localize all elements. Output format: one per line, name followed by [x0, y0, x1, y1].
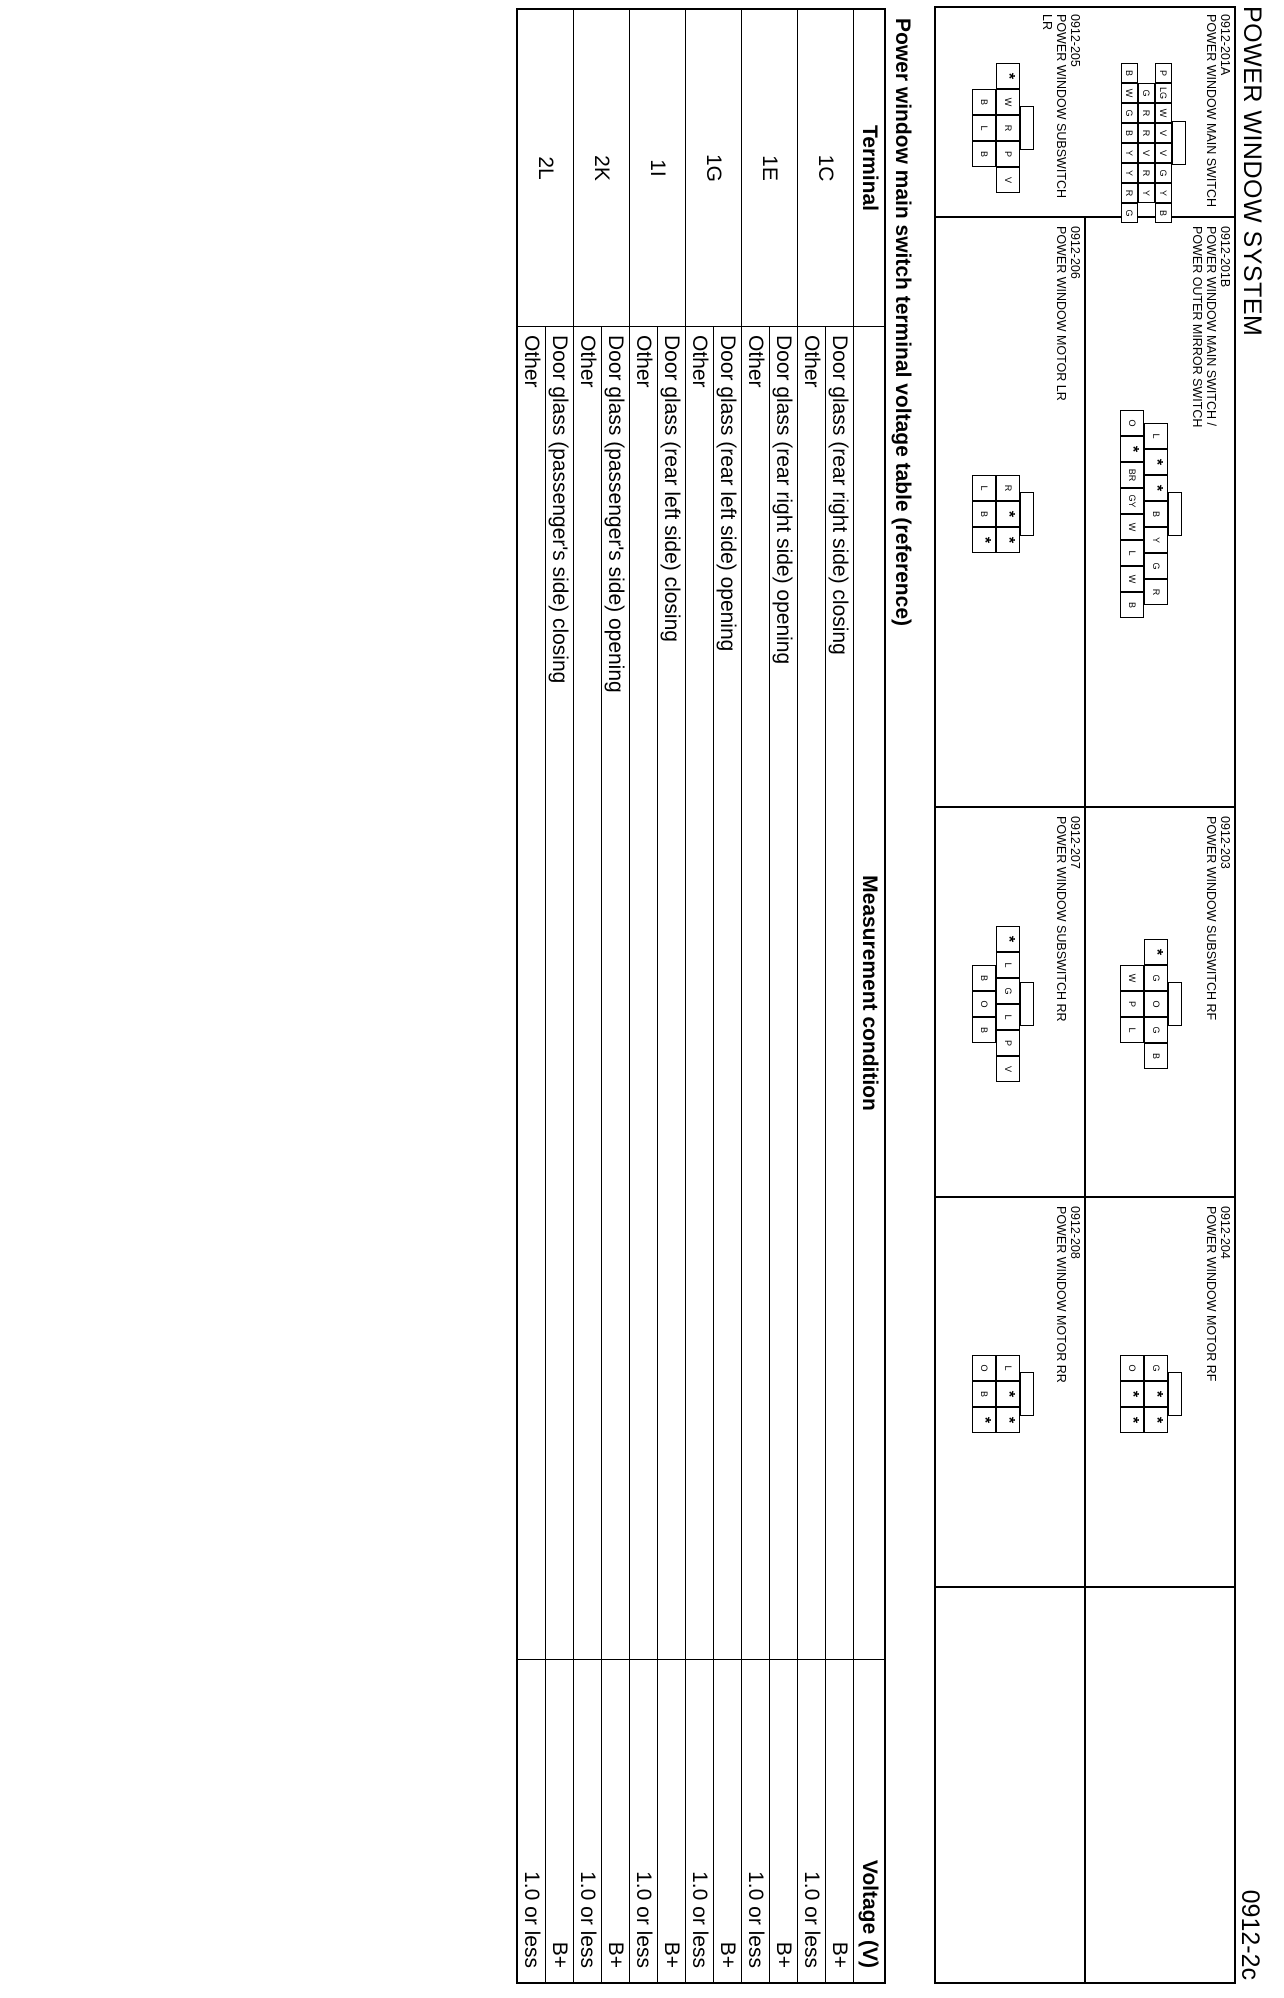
connector-pin: R	[1138, 123, 1155, 143]
connector-diagram	[1120, 410, 1168, 618]
condition-cell: Door glass (passenger's side) closing	[546, 327, 574, 1660]
connector-pin: Y	[1121, 163, 1138, 183]
connector-pin: L	[972, 115, 996, 141]
voltage-cell: B+	[658, 1660, 686, 1984]
condition-cell: Door glass (rear right side) closing	[826, 327, 854, 1660]
connector-pin: B	[1144, 1043, 1168, 1069]
connector-diagram	[1120, 939, 1168, 1069]
connector-pin: P	[1155, 63, 1172, 83]
connector-cell	[936, 220, 1084, 808]
connector-pin: G	[1144, 1355, 1168, 1381]
unused-pin: *	[996, 63, 1020, 89]
connector-label	[1054, 816, 1082, 1022]
voltage-cell: 1.0 or less	[630, 1660, 658, 1984]
voltage-cell: B+	[602, 1660, 630, 1984]
connector-cell	[1086, 8, 1234, 216]
connector-pin: Y	[1138, 183, 1155, 203]
voltage-cell: B+	[546, 1660, 574, 1984]
connector-pin: R	[996, 115, 1020, 141]
connector-pin: B	[972, 89, 996, 115]
connector-pin: L	[972, 475, 996, 501]
connector-cell	[936, 8, 1084, 216]
terminal-cell: 2L	[517, 9, 574, 327]
connector-code: 0912-208	[1068, 1206, 1082, 1259]
unused-pin: *	[996, 501, 1020, 527]
voltage-table	[516, 8, 886, 1984]
connector-pin: Y	[1144, 527, 1168, 553]
connector-name: POWER WINDOW MOTOR LR	[1054, 226, 1068, 401]
unused-pin: *	[1144, 1381, 1168, 1407]
connector-pin: W	[1120, 514, 1144, 540]
connector-pin: L	[1144, 423, 1168, 449]
connector-pin: W	[1120, 965, 1144, 991]
voltage-cell: 1.0 or less	[686, 1660, 714, 1984]
page-code: 0912-2c	[1236, 1889, 1264, 1980]
connector-pin: O	[972, 1355, 996, 1381]
connector-name: POWER WINDOW MOTOR RR	[1054, 1206, 1068, 1383]
connector-diagram	[1121, 63, 1172, 223]
condition-cell: Other	[517, 327, 546, 1660]
connector-pin: V	[1138, 143, 1155, 163]
connector-pin: B	[972, 501, 996, 527]
connector-label	[1054, 226, 1082, 401]
connector-pin: B	[972, 141, 996, 167]
connector-pin: Y	[1155, 183, 1172, 203]
connector-pin: P	[996, 141, 1020, 167]
connector-pin: V	[996, 1056, 1020, 1082]
connector-pin: G	[1144, 965, 1168, 991]
connector-pin: G	[1121, 103, 1138, 123]
header-condition: Measurement condition	[854, 327, 886, 1660]
connector-pin: W	[1121, 83, 1138, 103]
voltage-cell: 1.0 or less	[517, 1660, 546, 1984]
connector-pin: Y	[1121, 143, 1138, 163]
connector-grid	[934, 6, 1236, 1984]
connector-code: 0912-201A	[1218, 14, 1232, 76]
condition-cell: Other	[686, 327, 714, 1660]
connector-pin: B	[1121, 123, 1138, 143]
connector-pin: B	[972, 1381, 996, 1407]
table-header-row	[854, 9, 886, 1983]
connector-pin: G	[1155, 163, 1172, 183]
connector-code: 0912-206	[1068, 226, 1082, 279]
condition-cell: Door glass (rear left side) opening	[714, 327, 742, 1660]
voltage-cell: 1.0 or less	[574, 1660, 602, 1984]
connector-pin: BR	[1120, 462, 1144, 488]
connector-label	[1204, 816, 1232, 1020]
header-voltage: Voltage (V)	[854, 1660, 886, 1984]
condition-cell: Other	[574, 327, 602, 1660]
connector-pin: GY	[1120, 488, 1144, 514]
unused-pin: *	[1144, 475, 1168, 501]
unused-pin: *	[1144, 1407, 1168, 1433]
voltage-table-section	[516, 8, 914, 1984]
connector-diagram	[972, 63, 1020, 193]
connector-pin: L	[1120, 540, 1144, 566]
connector-pin: V	[1155, 143, 1172, 163]
page-title: POWER WINDOW SYSTEM	[1238, 6, 1266, 337]
connector-pin: V	[1155, 123, 1172, 143]
connector-pin: B	[972, 1017, 996, 1043]
connector-pin: L	[1120, 1017, 1144, 1043]
terminal-cell: 1G	[686, 9, 742, 327]
voltage-cell: B+	[826, 1660, 854, 1984]
connector-code: 0912-207	[1068, 816, 1082, 869]
table-row	[546, 9, 574, 1983]
connector-pin: L	[996, 952, 1020, 978]
unused-pin: *	[1144, 449, 1168, 475]
table-row	[826, 9, 854, 1983]
voltage-cell: B+	[770, 1660, 798, 1984]
connector-pin: O	[1144, 991, 1168, 1017]
connector-name: POWER WINDOW MAIN SWITCH / POWER OUTER MIRROR SWITCH	[1190, 226, 1218, 428]
table-row	[658, 9, 686, 1983]
unused-pin: *	[996, 1381, 1020, 1407]
unused-pin: *	[1120, 436, 1144, 462]
connector-pin: L	[996, 1355, 1020, 1381]
connector-code: 0912-205	[1068, 14, 1082, 67]
connector-name: POWER WINDOW MOTOR RF	[1204, 1206, 1218, 1382]
table-row	[714, 9, 742, 1983]
connector-pin: V	[996, 167, 1020, 193]
unused-pin: *	[972, 1407, 996, 1433]
connector-name: POWER WINDOW MAIN SWITCH	[1204, 14, 1218, 208]
connector-pin: W	[1155, 103, 1172, 123]
connector-pin: P	[996, 1030, 1020, 1056]
connector-cell	[1086, 810, 1234, 1198]
connector-name: POWER WINDOW SUBSWITCH LR	[1040, 14, 1068, 199]
connector-pin: P	[1120, 991, 1144, 1017]
connector-pin: G	[1138, 83, 1155, 103]
unused-pin: *	[1120, 1381, 1144, 1407]
condition-cell: Other	[742, 327, 770, 1660]
header-terminal: Terminal	[854, 9, 886, 327]
connector-pin: W	[996, 89, 1020, 115]
connector-pin: B	[1155, 203, 1172, 223]
connector-pin: G	[996, 978, 1020, 1004]
voltage-table-title: Power window main switch terminal voltage table (reference)	[891, 18, 914, 626]
connector-label	[1204, 14, 1232, 207]
unused-pin: *	[996, 1407, 1020, 1433]
connector-code: 0912-204	[1218, 1206, 1232, 1259]
connector-diagram	[972, 1355, 1020, 1433]
condition-cell: Door glass (rear right side) opening	[770, 327, 798, 1660]
voltage-cell: 1.0 or less	[742, 1660, 770, 1984]
condition-cell: Door glass (rear left side) closing	[658, 327, 686, 1660]
unused-pin: *	[996, 527, 1020, 553]
table-row	[602, 9, 630, 1983]
connector-diagram	[972, 926, 1020, 1082]
connector-name: POWER WINDOW SUBSWITCH RF	[1204, 816, 1218, 1021]
connector-pin: O	[1120, 1355, 1144, 1381]
unused-pin: *	[996, 926, 1020, 952]
voltage-cell: B+	[714, 1660, 742, 1984]
connector-pin: R	[1144, 579, 1168, 605]
connector-label	[1054, 1206, 1082, 1383]
connector-pin: O	[1120, 410, 1144, 436]
connector-diagram	[1120, 1355, 1168, 1433]
connector-pin: G	[1144, 553, 1168, 579]
connector-pin: R	[1138, 163, 1155, 183]
condition-cell: Other	[630, 327, 658, 1660]
connector-pin: W	[1120, 566, 1144, 592]
unused-pin: *	[972, 527, 996, 553]
connector-pin: B	[1120, 592, 1144, 618]
connector-pin: R	[1121, 183, 1138, 203]
connector-label	[1204, 1206, 1232, 1381]
table-row	[770, 9, 798, 1983]
connector-cell	[1086, 220, 1234, 808]
connector-code: 0912-201B	[1218, 226, 1232, 288]
connector-pin: B	[1144, 501, 1168, 527]
terminal-cell: 1I	[630, 9, 686, 327]
connector-label	[1040, 14, 1082, 216]
connector-cell	[1086, 1200, 1234, 1588]
connector-pin: B	[1121, 63, 1138, 83]
unused-pin: *	[1120, 1407, 1144, 1433]
unused-pin: *	[1144, 939, 1168, 965]
terminal-cell: 1C	[798, 9, 854, 327]
connector-pin: L	[996, 1004, 1020, 1030]
connector-pin: R	[1138, 103, 1155, 123]
connector-pin: G	[1121, 203, 1138, 223]
connector-diagram	[972, 475, 1020, 553]
connector-pin: O	[972, 991, 996, 1017]
terminal-cell: 2K	[574, 9, 630, 327]
connector-code: 0912-203	[1218, 816, 1232, 869]
connector-pin: G	[1144, 1017, 1168, 1043]
condition-cell: Door glass (passenger's side) opening	[602, 327, 630, 1660]
connector-pin: R	[996, 475, 1020, 501]
connector-cell	[936, 1200, 1084, 1588]
connector-label	[1190, 226, 1232, 427]
connector-name: POWER WINDOW SUBSWITCH RR	[1054, 816, 1068, 1022]
condition-cell: Other	[798, 327, 826, 1660]
connector-cell	[936, 810, 1084, 1198]
terminal-cell: 1E	[742, 9, 798, 327]
connector-pin: LG	[1155, 83, 1172, 103]
connector-pin: B	[972, 965, 996, 991]
voltage-cell: 1.0 or less	[798, 1660, 826, 1984]
